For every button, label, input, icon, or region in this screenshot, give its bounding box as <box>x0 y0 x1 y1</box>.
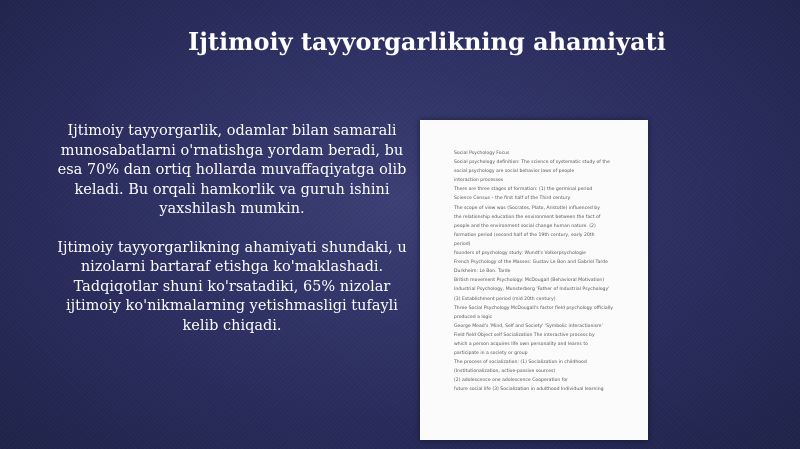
document-text-lines <box>454 149 614 395</box>
document-image <box>420 120 648 440</box>
document-line: the relationship education the environment between the fact of <box>454 214 601 220</box>
document-line: French Psychology of the Masses: Gustav Le Bon and Gabriel Tarde <box>454 260 608 266</box>
document-line: founders of psychology study: Wundt's Volkerpsychologie <box>454 251 586 257</box>
document-line: which a person acquires life own personality and learns to <box>454 341 588 347</box>
document-line: interaction processes <box>454 178 504 184</box>
document-line: The process of socialization: (1) Socialization in childhood <box>454 360 587 366</box>
document-line: people and the environment social change human nature. (2) <box>454 223 596 229</box>
document-line: (Institutionalization, active-passive sources) <box>454 369 556 375</box>
document-line: social psychology are social behavior laws of people <box>454 169 575 175</box>
document-line: Social psychology definition: The science of systematic study of the <box>454 160 610 166</box>
document-line: Three Social Psychology McDougall's factor field psychology officially <box>454 305 613 311</box>
document-line: The scope of view was (Socrates, Plato, Aristotle) influenced by <box>454 205 600 211</box>
document-line: produced a logic <box>454 314 493 320</box>
document-line: period) <box>454 241 471 247</box>
document-line: Social Psychology Focus <box>454 151 510 156</box>
document-line: future social life (3) Socialization in adulthood Individual learning <box>454 387 604 393</box>
document-line: participate in a society or group <box>454 351 528 357</box>
slide-title: Ijtimoiy tayyorgarlikning ahamiyati <box>188 27 666 56</box>
document-line: Science Census – the first half of the Third century <box>454 196 571 202</box>
document-line: (3) Establishment period (mid 20th century) <box>454 296 556 302</box>
document-line: Durkheim: Le Bon. Tarde <box>454 269 511 275</box>
document-line: George Mead's 'Mind, Self and Society' 'Symbolic interactionism' <box>454 323 603 329</box>
paragraph-2: Ijtimoiy tayyorgarlikning ahamiyati shundaki, u nizolarni bartaraf etishga ko'maklashadi. Tadqiqotlar shuni ko'rsatadiki, 65% nizolar ijtimoiy ko'nikmalarning yetishmasligi tufayli kelib chiqadi. <box>57 239 407 334</box>
document-line: formation period (second half of the 19th century, early 20th <box>454 232 595 238</box>
slide-body <box>48 122 416 355</box>
document-line: (2) adolescence one adolescence Cooperation for <box>454 378 569 384</box>
document-line: Industrial Psychology, Munsterberg 'Father of Industrial Psychology' <box>454 287 610 293</box>
document-line: There are three stages of formation: (1) the germinal period <box>454 187 593 193</box>
document-line: Field field Object self Socialization The interactive process by <box>454 332 595 338</box>
document-line: British movement Psychology: McDougall (Behavioral Motivation) <box>454 278 605 284</box>
paragraph-1: Ijtimoiy tayyorgarlik, odamlar bilan samarali munosabatlarni o'rnatishga yordam beradi, bu esa 70% dan ortiq hollarda muvaffaqiyatga olib keladi. Bu orqali hamkorlik va guruh ishini yaxshilash mumkin. <box>57 123 407 217</box>
